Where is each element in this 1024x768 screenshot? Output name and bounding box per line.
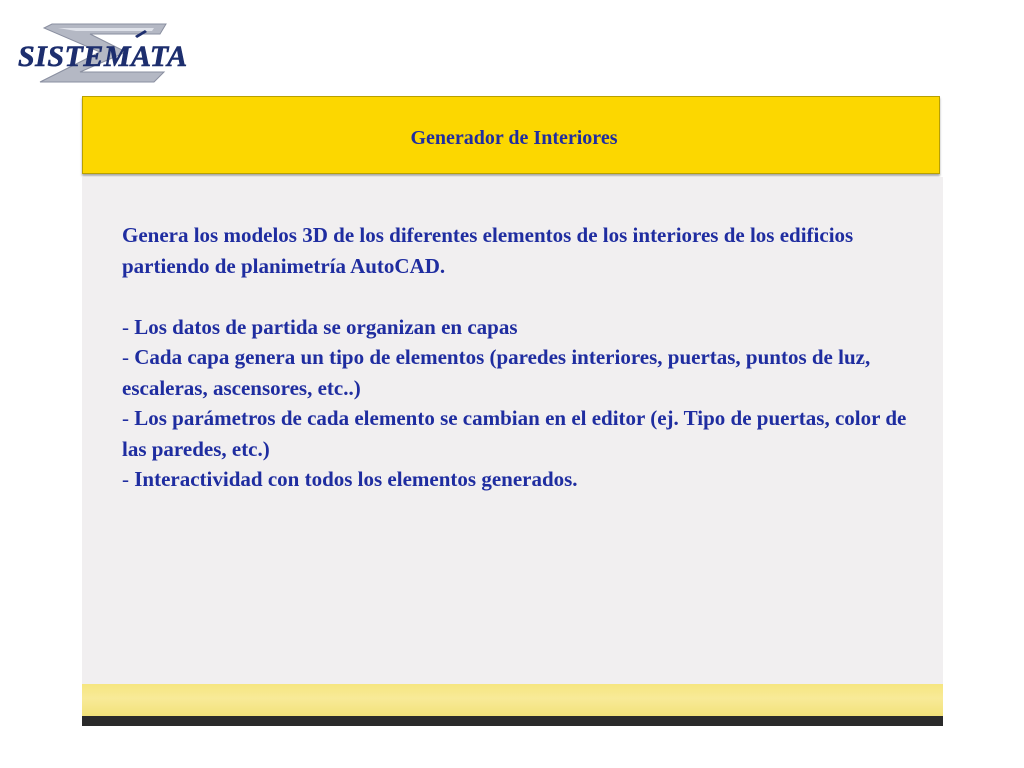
bullet-text: Interactividad con todos los elementos generados. [134, 467, 578, 491]
bullet-marker: - [122, 467, 129, 491]
logo-text: SISTEMATA [18, 40, 188, 73]
bullet-item [122, 403, 912, 464]
logo-graphic [14, 22, 240, 84]
sistemata-logo [14, 22, 240, 84]
bullet-text: Cada capa genera un tipo de elementos (paredes interiores, puertas, puntos de luz, escaleras, ascensores, etc..) [122, 345, 871, 400]
bullet-text: Los datos de partida se organizan en capas [134, 314, 518, 339]
bullet-marker: - [122, 345, 129, 369]
slide-title: Generador de Interiores [410, 127, 618, 149]
footer-yellow-band [82, 684, 943, 716]
bullet-marker: - [122, 406, 129, 430]
intro-paragraph: Genera los modelos 3D de los diferentes elementos de los interiores de los edificios partiendo de planimetría AutoCAD. [122, 223, 854, 278]
bullet-marker: - [122, 314, 129, 339]
bullet-item [122, 312, 912, 343]
content-text-block [122, 220, 912, 495]
title-bar [82, 96, 940, 174]
bullet-text: Los parámetros de cada elemento se cambian en el editor (ej. Tipo de puertas, color de las paredes, etc.) [122, 406, 907, 461]
bullet-item [122, 342, 912, 403]
content-panel [82, 177, 943, 684]
paragraph-spacer [122, 281, 912, 312]
bullet-item [122, 464, 912, 495]
footer-dark-bar [82, 716, 943, 726]
